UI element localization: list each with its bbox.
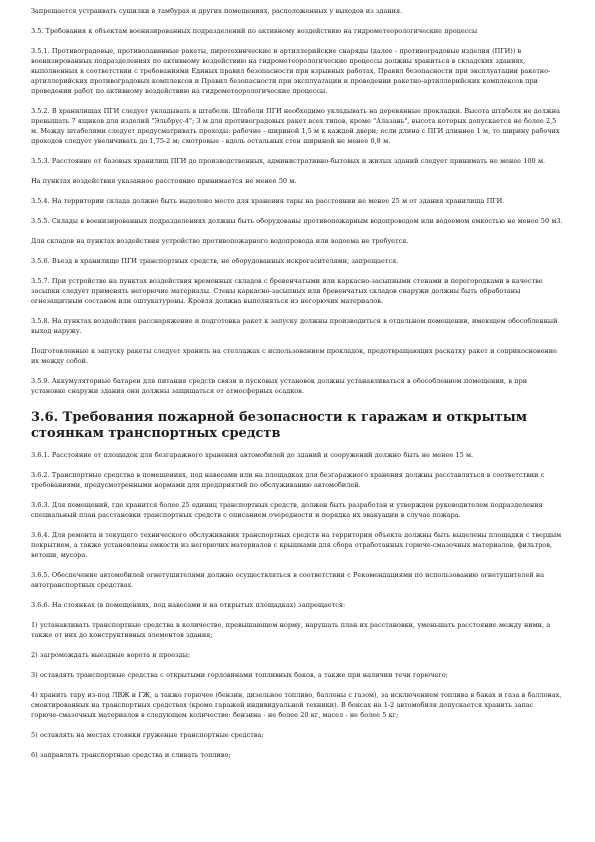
subsection-heading-3-5: 3.5. Требования к объектам военизированных подразделений по активному воздействию на гидрометеорологические процессы [31,27,478,35]
paragraph-3-6-4: 3.6.4. Для ремонта и текущего технического обслуживания транспортных средств на территории объекта должны быть выделены площадки с твердым покрытием, а также установлены емкости из негорючих материалов с крышками для сбора отработанных горюче-смазочных материалов, фильтров, ветоши, мусора. [31,531,562,559]
list-item: 2) загромождать выездные ворота и проезды; [31,651,191,659]
paragraph-3-5-5: 3.5.5. Склады в военизированных подразделениях должны быть оборудованы противопожарным водопроводом или водоемом емкостью не менее 50 м3. [31,217,563,225]
paragraph-3-5-8: 3.5.8. На пунктах воздействия расснаряжение и подготовка ракет к запуску должны производиться в отдельном помещении, имеющем обособленный выход наружу. [31,317,558,335]
paragraph-3-5-3: 3.5.3. Расстояние от базовых хранилищ ПГИ до производственных, административно-бытовых и жилых зданий следует принимать не менее 100 м. [31,157,546,165]
list-item: 4) хранить тару из-под ЛВЖ и ГЖ, а также горючее (бензин, дизельное топливо, баллоны с газом), за исключением топлива в баках и газа в баллонах, смонтированных на транспортных средствах (кроме гаражей индивидуальной техники). В боксах на 1-2 автомобиля допускается хранить запас горюче-смазочных материалов в следующем количестве: бензина - не более 20 кг, масел - не более 5 кг; [31,691,562,719]
list-item: 5) оставлять на местах стоянки груженые транспортные средства; [31,731,264,739]
paragraph-3-5-1: 3.5.1. Противоградовые, противолавинные ракеты, пиротехнические и артиллерийские снаряды (далее - противоградовые изделия (ПГИ)) в военизированных подразделениях по активному воздействию на гидрометеорологические процессы должны храниться в складских зданиях, выполненных в соответствии с требованиями Единых правил безопасности при взрывных работах, Правил безопасности при эксплуатации ракетно-артиллерийских противоградовых комплексов и Правил безопасности при эксплуатации и проведении ракетно-артиллерийских комплексов при проведении работ по активному воздействию на гидрометеорологические процессы. [31,47,551,95]
paragraph-3-5-6: 3.5.6. Въезд в хранилище ПГИ транспортных средств, не оборудованных искрогасителями, запрещается. [31,257,399,265]
list-item: 6) заправлять транспортные средства и сливать топливо; [31,751,231,759]
paragraph-3-6-6: 3.6.6. На стоянках (в помещениях, под навесами и на открытых площадках) запрещается: [31,601,346,609]
paragraph: Запрещается устраивать сушилки в тамбурах и других помещениях, расположенных у выходов из здания. [31,7,403,15]
paragraph-3-6-2: 3.6.2. Транспортные средства в помещениях, под навесами или на площадках для безгаражного хранения должны расставляться в соответствии с требованиями, предусмотренными нормами для предприятий по обслуживанию автомобилей. [31,471,545,489]
paragraph-3-6-5: 3.6.5. Обеспечение автомобилей огнетушителями должно осуществляться в соответствии с Рекомендациями по использованию огнетушителей на автотранспортных средствах. [31,571,545,589]
section-heading-3-6: 3.6. Требования пожарной безопасности к гаражам и открытым стоянкам транспортных средств [31,410,528,441]
paragraph-3-5-2: 3.5.2. В хранилищах ПГИ следует укладывать в штабели. Штабели ПГИ необходимо укладывать на деревянные прокладки. Высота штабеля не должна превышать 7 ящиков для изделий "Эльбрус-4"; 3 м для противоградовых ракет всех типов, кроме "Алазань", высота которых допускается не более 2,5 м. Между штабелями следует предусматривать проходы: рабочие - шириной 1,5 м к каждой двери; если длина с ПГИ длиннее 1 м, то ширину рабочих проходов следует увеличивать до 1,75-2 м; смотровые - вдоль остальных стен шириной не менее 0,8 м. [31,107,561,145]
paragraph-3-5-9: 3.5.9. Аккумуляторные батареи для питания средств связи и пусковых установок должны устанавливаться в обособленном помещении, в при установке снаружи здания они должны защищаться от атмосферных осадков. [31,377,528,395]
paragraph: Подготовленные к запуску ракеты следует хранить на стеллажах с использованием прокладок, предотвращающих раскатку ракет и соприкосновение их между собой. [31,347,557,365]
paragraph-3-6-1: 3.6.1. Расстояние от площадок для безгаражного хранения автомобилей до зданий и сооружений должно быть не менее 15 м. [31,451,474,459]
paragraph-3-5-7: 3.5.7. При устройстве на пунктах воздействия временных складов с бревенчатыми или каркасно-засыпными стенами и перегородками в качестве засыпки следует применять негорючие материалы. Стены каркасно-засыпных или бревенчатых складов снаружи должны быть обработаны огнезащитным составом или оштукатурены. Кровля должна выполняться из негорючих материалов. [31,277,543,305]
paragraph-3-5-4: 3.5.4. На территории склада должно быть выделено место для хранения тары на расстоянии не менее 25 м от здания хранилища ПГИ. [31,197,505,205]
paragraph: На пунктах воздействия указанное расстояние принимается не менее 50 м. [31,177,297,185]
list-item: 1) устанавливать транспортные средства в количестве, превышающем норму, нарушать план их расстановки, уменьшать расстояние между ними, а также от них до конструктивных элементов здания; [31,621,551,639]
list-item: 3) оставлять транспортные средства с открытыми горловинами топливных баков, а также при наличии течи горючего; [31,671,448,679]
paragraph-3-6-3: 3.6.3. Для помещений, где хранится более 25 единиц транспортных средств, должен быть разработан и утвержден руководителем подразделения специальный план расстановки транспортных средств с описанием очередности и порядка их эвакуации в случае пожара. [31,501,543,519]
paragraph: Для складов на пунктах воздействия устройство противопожарного водопровода или водоема не требуется. [31,237,409,245]
